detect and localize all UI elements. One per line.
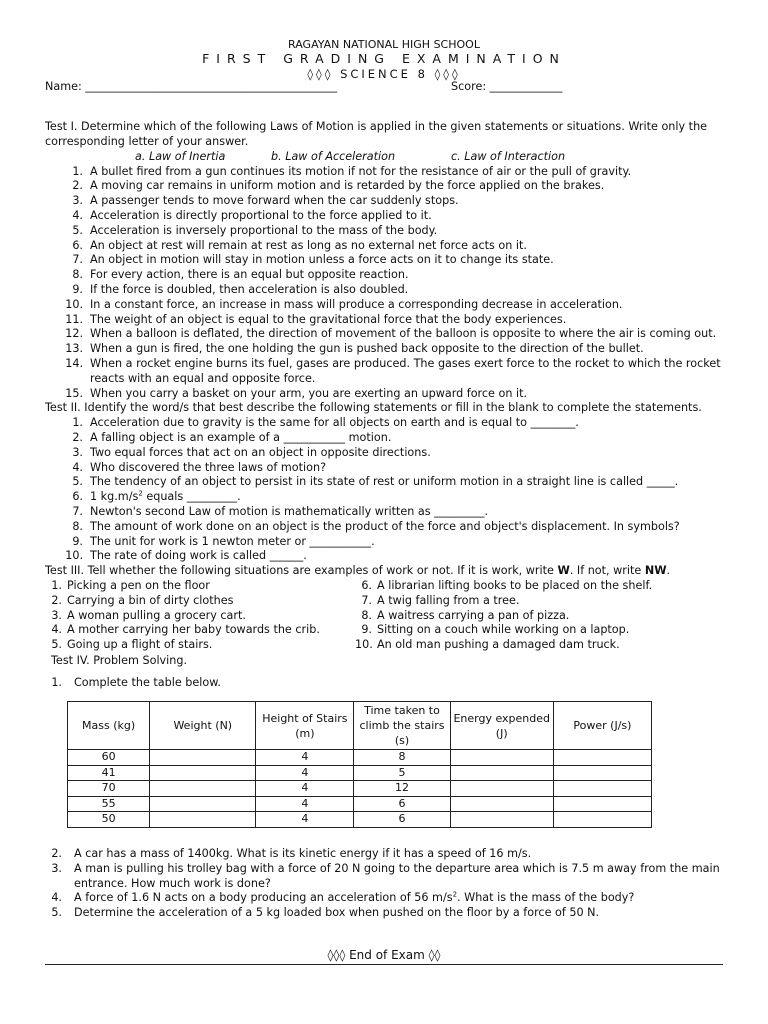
table-row: 55 4 6 [68, 796, 652, 812]
list-item: 6. 1 $kg.m/s^2$ equals _________. [72, 489, 241, 504]
list-item: 11. The weight of an object is equal to the gravitational force that the body experiences. [65, 312, 567, 326]
list-item: 8. The amount of work done on an object is the product of the force and object's displacement. In symbols? [72, 519, 680, 533]
list-item: 4. A mother carrying her baby towards the crib. [51, 623, 320, 637]
col-energy: Energy expended (J) [450, 702, 553, 750]
list-item: 7. An object in motion will stay in motion unless a force acts on it to change its state. [72, 253, 554, 267]
test-1-instruction: Test I. Determine which of the following Laws of Motion is applied in the given statements or situations. Write only the corresponding letter of your answer. [45, 120, 708, 148]
list-item: 9. The unit for work is 1 newton meter or ___________. [72, 534, 375, 548]
list-item: 4. Who discovered the three laws of motion? [72, 460, 327, 474]
list-item: 2. Carrying a bin of dirty clothes [51, 593, 234, 607]
test-3-instruction: Test III. Tell whether the following situations are examples of work or not. If it is work, write W. If not, write NW. [45, 564, 671, 578]
score-field[interactable]: Score: _____________ [451, 80, 563, 93]
choice-c: c. Law of Interaction [451, 149, 566, 163]
list-item: 10. The rate of doing work is called ______. [65, 549, 307, 563]
list-item: 9. Sitting on a couch while working on a laptop. [361, 623, 630, 637]
choice-a: a. Law of Inertia [135, 149, 226, 163]
end-of-exam: ◊◊◊ End of Exam ◊◊ [327, 948, 441, 962]
list-item: 4. Acceleration is directly proportional to the force applied to it. [72, 208, 432, 222]
test-1-list [45, 165, 725, 402]
list-item: 12. When a balloon is deflated, the direction of movement of the balloon is opposite to where the air is coming out. [65, 327, 717, 341]
table-header-row [68, 702, 652, 750]
list-item: 10. An old man pushing a damaged dam truck. [355, 638, 620, 652]
list-item: 10. In a constant force, an increase in mass will produce a corresponding decrease in acceleration. [65, 297, 623, 311]
list-item: 8. A waitress carrying a pan of pizza. [361, 608, 570, 622]
table-row: 50 4 6 [68, 812, 652, 828]
test-3-columns [45, 579, 725, 654]
list-item: 1. Acceleration due to gravity is the same for all objects on earth and is equal to ________. [72, 416, 579, 430]
list-item: 6. A librarian lifting books to be placed on the shelf. [361, 578, 653, 592]
list-item: 5. Going up a flight of stairs. [51, 638, 213, 652]
list-item: 7. Newton's second Law of motion is mathematically written as _________. [72, 504, 489, 518]
table-row: 60 4 8 [68, 750, 652, 766]
list-item: 8. For every action, there is an equal but opposite reaction. [72, 268, 409, 282]
test-3-left-list [45, 579, 320, 653]
list-item: 13. When a gun is fired, the one holding the gun is pushed back opposite to the direction of the bullet. [65, 342, 644, 356]
col-height: Height of Stairs (m) [256, 702, 354, 750]
exam-title: FIRST GRADING EXAMINATION [202, 51, 566, 66]
list-item: 5. Determine the acceleration of a 5 kg loaded box when pushed on the floor by a force of 50 N. [51, 906, 600, 920]
list-item: 3. Two equal forces that act on an object in opposite directions. [72, 445, 431, 459]
test-4-title: Test IV. Problem Solving. [51, 653, 188, 667]
list-item: 1. Complete the table below. [51, 676, 221, 689]
list-item: 15. When you carry a basket on your arm, you are exerting an upward force on it. [65, 386, 528, 400]
list-item: 5. The tendency of an object to persist in its state of rest or uniform motion in a straight line is called _____. [72, 475, 679, 489]
list-item: 1. Picking a pen on the floor [51, 578, 210, 592]
table-row: 41 4 5 [68, 765, 652, 781]
col-weight: Weight (N) [150, 702, 256, 750]
list-item: 3. A passenger tends to move forward when the car suddenly stops. [72, 194, 459, 208]
name-field[interactable]: Name: _____________________________________________ [45, 80, 338, 93]
col-mass: Mass (kg) [68, 702, 150, 750]
list-item: 4. A force of 1.6 N acts on a body producing an acceleration of 56 $m/s^2$. What is the mass of the body? [51, 890, 635, 905]
table-row: 70 4 12 [68, 781, 652, 797]
list-item: 7. A twig falling from a tree. [361, 593, 520, 607]
list-item: 6. An object at rest will remain at rest as long as no external net force acts on it. [72, 238, 527, 252]
col-time: Time taken to climb the stairs (s) [354, 702, 450, 750]
list-item: 9. If the force is doubled, then acceleration is also doubled. [72, 282, 409, 296]
list-item: 14. When a rocket engine burns its fuel, gases are produced. The gases exert force to the rocket to which the rocket reacts with an equal and opposite force. [65, 356, 721, 385]
name-score-row [45, 80, 725, 95]
test-3-right-list [355, 579, 652, 653]
test-1 [45, 120, 725, 669]
list-item: 1. A bullet fired from a gun continues its motion if not for the resistance of air or the pull of gravity. [72, 164, 632, 178]
list-item: 5. Acceleration is inversely proportional to the mass of the body. [72, 223, 438, 237]
list-item: 2. A car has a mass of 1400kg. What is its kinetic energy if it has a speed of 16 m/s. [51, 847, 532, 860]
subject-title: ◊◊◊ SCIENCE 8 ◊◊◊ [307, 67, 461, 81]
test-2-instruction: Test II. Identify the word/s that best describe the following statements or fill in the blank to complete the statements. [45, 401, 702, 415]
list-item: 2. A moving car remains in uniform motion and is retarded by the force applied on the brakes. [72, 179, 605, 193]
test-2-list [45, 416, 725, 564]
list-item: 3. A woman pulling a grocery cart. [51, 608, 246, 622]
test-1-choices [45, 150, 725, 165]
energy-power-table [67, 701, 652, 828]
test-4-list-a [45, 676, 725, 691]
list-item: 2. A falling object is an example of a ___________ motion. [72, 430, 392, 444]
school-name: RAGAYAN NATIONAL HIGH SCHOOL [288, 38, 480, 51]
test-4-list-b [45, 847, 725, 921]
choice-b: b. Law of Acceleration [271, 149, 396, 163]
list-item: 3. A man is pulling his trolley bag with a force of 20 N going to the departure area which is 7.5 m away from the main entrance. How much work is done? [51, 861, 720, 890]
col-power: Power (J/s) [553, 702, 651, 750]
footer-rule [45, 964, 723, 965]
